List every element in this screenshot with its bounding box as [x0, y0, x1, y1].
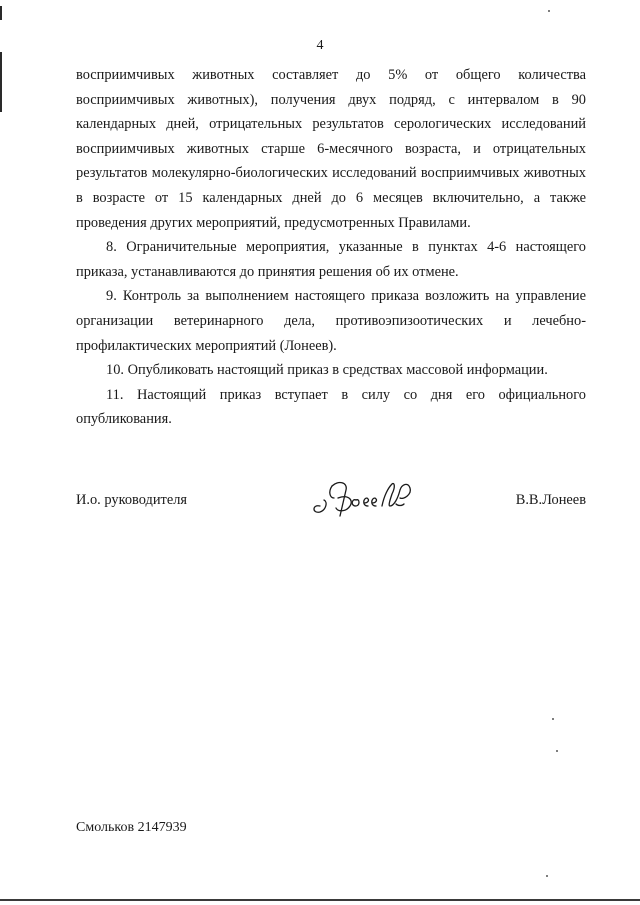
- paragraph-item-11: 11. Настоящий приказ вступает в силу со дня его официального опубликования.: [76, 386, 586, 428]
- document-body: [76, 63, 586, 432]
- scan-speck: [548, 10, 550, 12]
- paragraph-item-8: 8. Ограничительные мероприятия, указанные в пунктах 4-6 настоящего приказа, устанавливаются до принятия решения об их отмене.: [76, 239, 586, 280]
- paragraph-item-9: 9. Контроль за выполнением настоящего приказа возложить на управление организации ветеринарного дела, противоэпизоотических и лечебно-профилактических мероприятий (Лонеев).: [76, 288, 586, 354]
- signatory-name: В.В.Лонеев: [515, 492, 586, 508]
- scan-edge-mark-middle: [0, 52, 2, 112]
- signature-block: [76, 476, 586, 526]
- executor-info: Смольков 2147939: [76, 820, 187, 835]
- signatory-position: И.о. руководителя: [76, 492, 188, 508]
- paragraph-continuation: восприимчивых животных составляет до 5% от общего количества восприимчивых животных), получения двух подряд, с интервалом в 90 календарных дней, отрицательных результатов серологических исследований восприимчивых животных старше 6-месячного возраста, и отрицательных результатов молекулярно-биологических исследований восприимчивых животных в возрасте от 15 календарных дней до 6 месяцев включительно, а также проведения других мероприятий, предусмотренных Правилами.: [76, 67, 586, 231]
- scan-speck: [556, 750, 558, 752]
- scan-speck: [552, 718, 554, 720]
- handwritten-signature: [308, 476, 428, 520]
- scan-bottom-line: [0, 899, 640, 901]
- paragraph-item-10: 10. Опубликовать настоящий приказ в средствах массовой информации.: [106, 362, 548, 379]
- page-number: 4: [316, 38, 324, 53]
- scan-edge-mark-top: [0, 6, 2, 20]
- scan-speck: [546, 875, 548, 877]
